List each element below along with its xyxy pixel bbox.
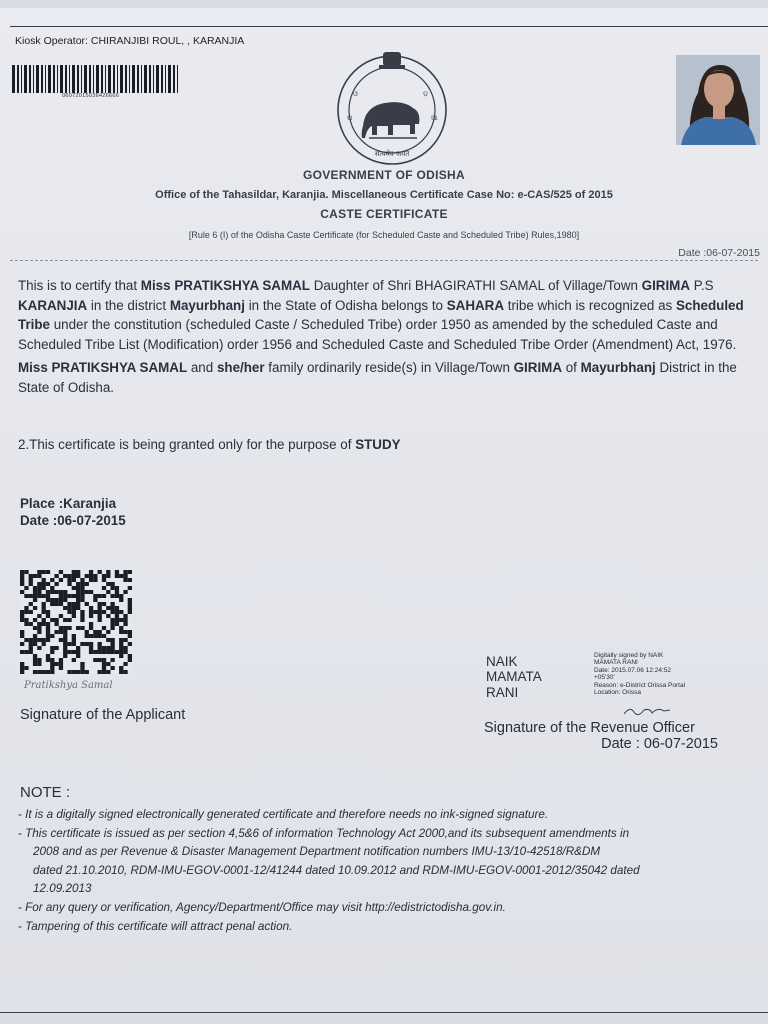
note-heading: NOTE : [20,784,71,801]
emblem-motto: सत्यमेव जयते [374,150,410,158]
father-name: BHAGIRATHI SAMAL [414,278,545,293]
government-heading: GOVERNMENT OF ODISHA [302,168,465,182]
applicant-signature: Pratikshya Samal [24,680,113,691]
svg-text:ଶ: ଶ [347,114,353,122]
svg-text:ଓ: ଓ [353,90,358,98]
note-item-continued: 12.09.2013 [33,882,92,896]
odisha-emblem-icon [333,48,451,166]
officer-signature-date: Date : 06-07-2015 [601,736,718,752]
purpose: STUDY [355,437,401,452]
dashed-divider [10,260,758,261]
tribe-name: SAHARA [446,297,505,313]
purpose-line: 2.This certificate is being granted only for the purpose of STUDY [18,437,401,452]
revenue-officer-signature [484,720,718,752]
officer-signature-label: Signature of the Revenue Officer [484,720,695,736]
digital-signature-stamp: Digitally signed by NAIK MAMATA RANI Date: 2015.07.06 12:24:52 +05'30' Reason: e-District Orissa Portal Location: Orissa [594,652,686,697]
certification-paragraph: This is to certify that Miss PRATIKSHYA SAMAL Daughter of Shri BHAGIRATHI SAMAL of Village/Town GIRIMA P.S KARANJIA in the district Mayurbhanj in the State of Odisha belongs to SAHARA tribe which is recognized as Scheduled Tribe under the constitution (scheduled Caste / Scheduled Tribe) order 1950 as amended by the scheduled Caste and Scheduled Tribe List (Modification) order 1956 and Scheduled Caste and Scheduled Tribe Order (Amendment) Act, 1976. [18,278,744,353]
barcode-number: 06072015036426666 [62,93,120,99]
note-item: - It is a digitally signed electronically generated certificate and therefore needs no ink-signed signature. [18,808,549,821]
kiosk-operator: Kiosk Operator: CHIRANJIBI ROUL, , KARANJIA [15,35,245,47]
office-line [0,189,768,201]
rule-reference: [Rule 6 (I) of the Odisha Caste Certificate (for Scheduled Caste and Scheduled Tribe) Rules,1980] [188,230,580,240]
notes-list [18,806,748,936]
qr-code [20,570,132,674]
svg-text:ଡ଼: ଡ଼ [423,90,429,98]
residence-paragraph: Miss PRATIKSHYA SAMAL and she/her family ordinarily reside(s) in Village/Town GIRIMA of Mayurbhanj District in the State of Odisha. [18,359,737,395]
note-item: - This certificate is issued as per section 4,5&6 of information Technology Act 2000,and its subsequent amendments in [18,826,630,840]
applicant-name: PRATIKSHYA SAMAL [174,278,310,293]
issue-date-top: Date :06-07-2015 [678,247,760,259]
place-date-block [20,495,126,529]
svg-text:ଆ: ଆ [431,114,438,122]
note-item-continued: 2008 and as per Revenue & Disaster Management Department notification numbers IMU-13/10-42518/R&DM [33,845,601,859]
case-number: Miscellaneous Certificate Case No: e-CAS/525 of 2015 [331,189,613,201]
date: Date :06-07-2015 [20,513,126,528]
officer-signature-scrawl [622,704,672,718]
revenue-officer-name: NAIK MAMATA RANI [486,654,542,700]
note-item-continued: dated 21.10.2010, RDM-IMU-EGOV-0001-12/41244 dated 10.09.2012 and RDM-IMU-EGOV-0001-2012/35042 dated [33,863,640,877]
bottom-rule [0,1012,768,1013]
applicant-photo [676,55,760,145]
office-name: Office of the Tahasildar, Karanjia. [155,189,329,201]
applicant-signature-label: Signature of the Applicant [20,707,186,723]
certificate-body [18,276,750,397]
top-rule [10,26,768,27]
place: Place :Karanjia [20,496,117,511]
category: Scheduled Tribe [18,297,744,333]
certificate-sheet [0,8,768,1014]
note-item: - Tampering of this certificate will attract penal action. [18,919,293,933]
note-item: - For any query or verification, Agency/Department/Office may visit http://edistrictodisha.gov.in. [18,900,506,914]
certificate-title: CASTE CERTIFICATE [320,207,448,221]
barcode [12,65,182,93]
